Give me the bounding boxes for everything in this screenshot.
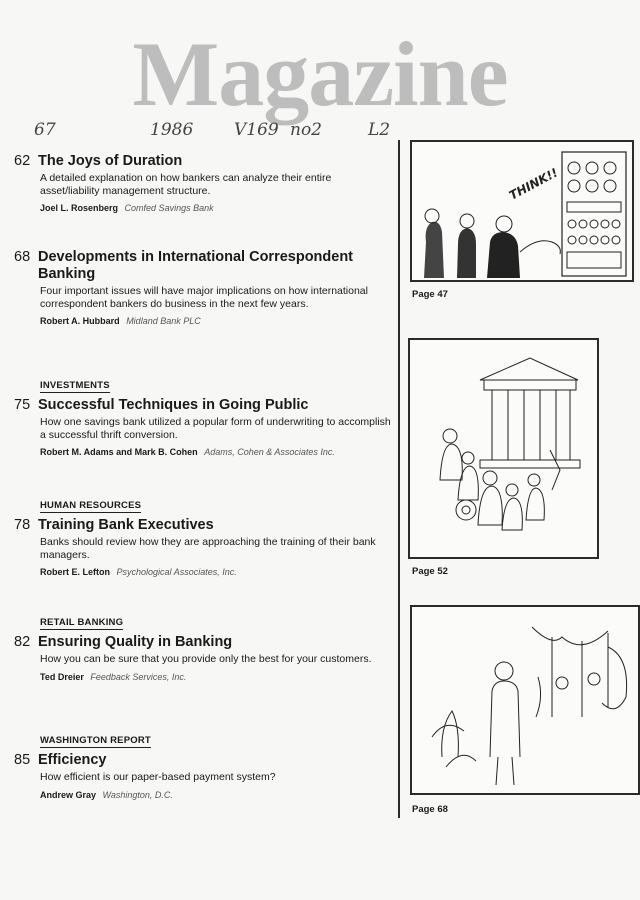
author-affiliation: Psychological Associates, Inc. bbox=[116, 567, 237, 577]
article-title: Efficiency bbox=[38, 752, 107, 768]
article-description: A detailed explanation on how bankers can analyze their entire asset/liability management structure. bbox=[40, 172, 332, 197]
author-name: Robert E. Lefton bbox=[40, 567, 110, 577]
author-affiliation: Feedback Services, Inc. bbox=[90, 671, 187, 682]
article-title: Ensuring Quality in Banking bbox=[38, 634, 233, 650]
toc-headline[interactable] bbox=[14, 249, 392, 283]
section-label: WASHINGTON REPORT bbox=[40, 735, 151, 746]
handwritten-note: 67 bbox=[34, 120, 56, 140]
page-number: 82 bbox=[14, 634, 31, 650]
article-description: How you can be sure that you provide only the best for your customers. bbox=[40, 653, 372, 665]
toc-headline[interactable] bbox=[14, 153, 392, 170]
author-name: Ted Dreier bbox=[40, 671, 84, 682]
cartoon-drawing bbox=[412, 142, 632, 280]
toc-entry bbox=[14, 730, 392, 800]
page-number: 78 bbox=[14, 517, 31, 533]
toc-entry bbox=[14, 249, 392, 326]
page-number: 68 bbox=[14, 249, 31, 265]
cartoon-drawing bbox=[412, 607, 638, 793]
article-description: How one savings bank utilized a popular form of underwriting to accomplish a successful thrift conversion. bbox=[40, 416, 391, 441]
author-affiliation: Washington, D.C. bbox=[102, 789, 173, 800]
handwritten-note: L2 bbox=[368, 120, 391, 140]
illustration-caption: Page 68 bbox=[412, 804, 448, 815]
section-label: RETAIL BANKING bbox=[40, 617, 124, 628]
author-affiliation: Comfed Savings Bank bbox=[124, 203, 214, 213]
masthead-title: Magazine bbox=[132, 23, 508, 125]
think-label: THINK!! bbox=[506, 165, 561, 203]
toc-entry bbox=[14, 495, 392, 577]
byline bbox=[40, 790, 392, 800]
page-number: 62 bbox=[14, 153, 31, 169]
byline bbox=[40, 447, 392, 457]
article-title: Successful Techniques in Going Public bbox=[38, 397, 309, 413]
toc-entry bbox=[14, 612, 392, 682]
article-title: Training Bank Executives bbox=[38, 517, 214, 533]
byline bbox=[40, 203, 392, 213]
author-name: Joel L. Rosenberg bbox=[40, 203, 119, 213]
toc-headline[interactable] bbox=[14, 517, 392, 534]
section-label: HUMAN RESOURCES bbox=[40, 500, 142, 511]
toc-headline[interactable] bbox=[14, 397, 392, 414]
byline bbox=[40, 567, 392, 577]
column-divider bbox=[398, 140, 400, 818]
cartoon-illustration-banker-market bbox=[410, 605, 640, 795]
article-description: How efficient is our paper-based payment system? bbox=[40, 771, 276, 783]
page-number: 75 bbox=[14, 397, 31, 413]
toc-entry bbox=[14, 375, 392, 457]
article-title: Developments in International Correspondent Banking bbox=[38, 249, 354, 282]
page-number: 85 bbox=[14, 752, 31, 768]
article-description: Four important issues will have major implications on how international correspondent bankers do business in the next few years. bbox=[40, 285, 368, 310]
toc-headline[interactable] bbox=[14, 634, 392, 651]
cartoon-illustration-bank-crowd bbox=[408, 338, 599, 559]
handwritten-note: no2 bbox=[290, 120, 322, 140]
byline bbox=[40, 316, 392, 326]
toc-entry bbox=[14, 153, 392, 213]
author-name: Robert M. Adams and Mark B. Cohen bbox=[40, 447, 198, 457]
byline bbox=[40, 672, 392, 682]
handwritten-note: V169 bbox=[234, 120, 279, 140]
author-affiliation: Midland Bank PLC bbox=[126, 316, 201, 326]
handwritten-note: 1986 bbox=[150, 120, 194, 140]
article-title: The Joys of Duration bbox=[38, 153, 183, 169]
illustration-caption: Page 47 bbox=[412, 289, 448, 300]
section-label: INVESTMENTS bbox=[40, 380, 110, 391]
article-description: Banks should review how they are approaching the training of their bank managers. bbox=[40, 536, 376, 561]
cartoon-drawing bbox=[410, 340, 597, 557]
illustration-caption: Page 52 bbox=[412, 566, 448, 577]
toc-headline[interactable] bbox=[14, 752, 392, 769]
cartoon-illustration-bankers-computer bbox=[410, 140, 634, 282]
author-name: Andrew Gray bbox=[40, 789, 97, 800]
author-affiliation: Adams, Cohen & Associates Inc. bbox=[204, 447, 335, 457]
author-name: Robert A. Hubbard bbox=[40, 316, 120, 326]
